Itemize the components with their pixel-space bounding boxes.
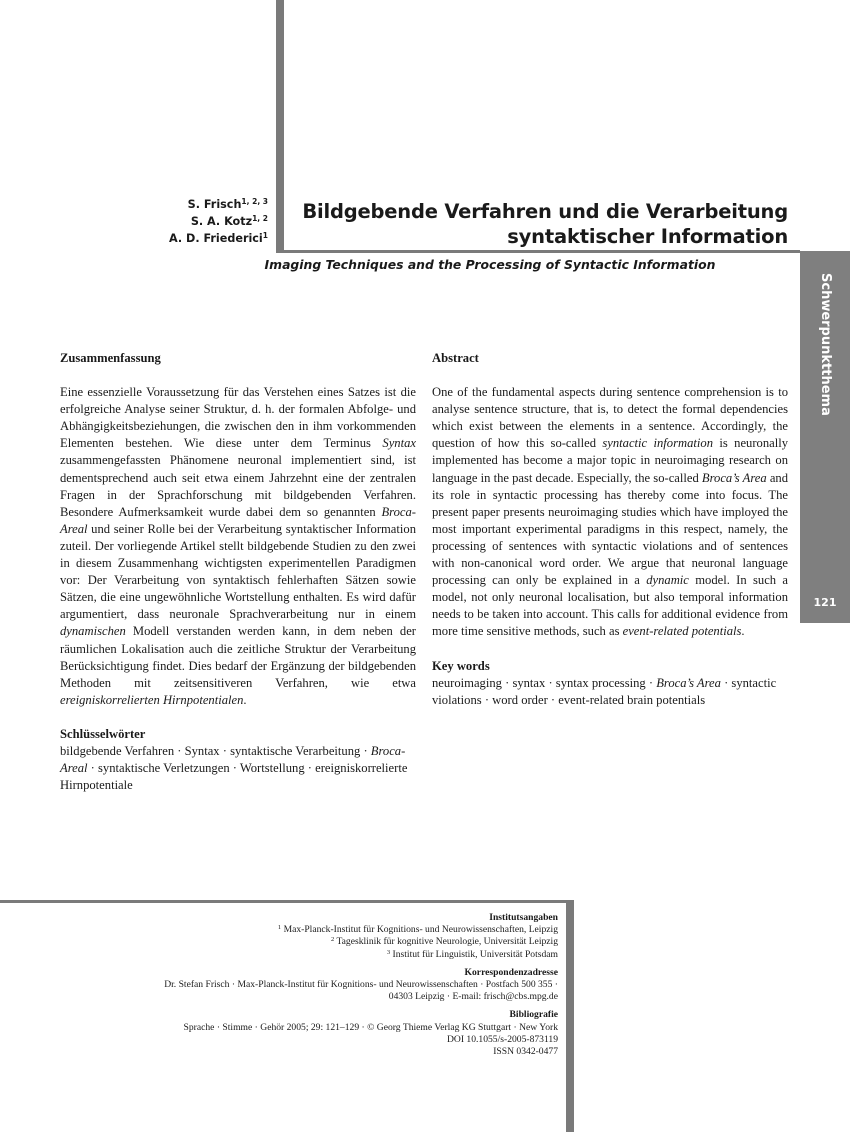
german-abstract-column [60,350,416,794]
doi-line: DOI 10.1055/s-2005-873119 [446,1033,558,1045]
section-label: Schwerpunktthema [818,273,833,416]
author: S. Frisch$^{1, 2, 3}$ [187,197,268,211]
key-words-heading: Key words [432,658,490,673]
footer-vertical-rule [566,900,574,1132]
institution-line: $^1$ Max-Planck-Institut für Kognitions- und Neurowissenschaften, Leipzig [277,924,558,936]
schluesselwoerter-text: bildgebende Verfahren · Syntax · syntaktische Verarbeitung · Broca-Areal · syntaktische Verletzungen · Wortstellung · ereigniskorrelierte Hirnpotentiale [60,743,408,793]
author: S. A. Kotz$^{1, 2}$ [190,214,268,228]
correspondence-heading: Korrespondenzadresse [464,966,558,978]
section-side-tab [800,251,850,623]
article-title: Bildgebende Verfahren und die Verarbeitung syntaktischer Information [302,200,788,248]
english-title: Imaging Techniques and the Processing of Syntactic Information [264,257,716,272]
zusammenfassung-text: Eine essenzielle Voraussetzung für das Verstehen eines Satzes ist die erfolgreiche Analyse seiner Struktur, d. h. der formalen Abfolge- und Abhängigkeitsbeziehungen, die zwischen den in ihm vorkommenden Elementen bestehen. Wie diese unter dem Terminus Syntax zusammengefassten Phänomene neuronal implementiert sind, ist dementsprechend auch seit etwa einem Jahrzehnt eine der zentralen Fragen in der Sprachforschung mit bildgebenden Verfahren. Besondere Aufmerksamkeit wurde dabei dem so genannten Broca-Areal und seiner Rolle bei der Verarbeitung syntaktischer Information zuteil. Der vorliegende Artikel stellt bildgebende Studien zu den zwei in diesem Zusammenhang wichtigsten experimentellen Paradigmen vor: Der Verarbeitung von syntaktisch fehlerhaften Sätzen sowie Sätzen, die eine ungewöhnliche Wortstellung enthalten. Es wird dafür argumentiert, dass neuronale Sprachverarbeitung nur in einem dynamischen Modell verstanden werden kann, in dem neben der räumlichen Lokalisation auch die zeitliche Struktur der Verarbeitung Berücksichtigung findet. Dies bedarf der Ergänzung der bildgebenden Methoden mit zeitsensitiveren Verfahren, wie etwa ereigniskorrelierten Hirnpotentialen. [60,385,416,707]
institution-line: $^3$ Institut für Linguistik, Universität Potsdam [386,948,558,960]
correspondence-line: Dr. Stefan Frisch · Max-Planck-Institut für Kognitions- und Neurowissenschaften · Postfach 500 355 · [164,979,558,991]
author: A. D. Friederici$^1$ [169,231,268,245]
issn-line: ISSN 0342-0477 [493,1046,558,1058]
top-vertical-rule [276,0,284,251]
institution-line: $^2$ Tagesklinik für kognitive Neurologie, Universität Leipzig [330,936,558,948]
title-underline-rule [276,250,800,253]
bibliography-heading: Bibliografie [509,1009,558,1021]
english-abstract-column [432,350,788,709]
footer-horizontal-rule [0,900,574,903]
abstract-text: One of the fundamental aspects during sentence comprehension is to analyse sentence structure, that is, to detect the formal dependencies which exist between the elements in a sentence. Accordingly, the question of how this so-called syntactic information is neuronally implemented has become a major topic in neuroimaging research on language in the past decade. Especially, the so-called Broca’s Area and its role in syntactic processing has thereby come into focus. The present paper presents neuroimaging studies which have imployed the most important experimental paradigms in this respect, namely, the processing of sentences with syntactic violations and of sentences with non-canonical word order. We argue that neuronal language processing can only be explained in a dynamic model. In such a model, not only neuronal localisation, but also temporal information needs to be taken into account. This calls for additional evidence from more time sensitive methods, such as event-related potentials. [432,385,789,639]
correspondence-line: 04303 Leipzig · E-mail: frisch@cbs.mpg.de [388,991,558,1003]
key-words-text: neuroimaging · syntax · syntax processing · Broca’s Area · syntactic violations · word order · event-related brain potentials [432,675,777,707]
schluesselwoerter-heading: Schlüsselwörter [60,726,146,741]
bibliography-line: Sprache · Stimme · Gehör 2005; 29: 121–129 · © Georg Thieme Verlag KG Stuttgart · New York [183,1021,558,1033]
article-info-block [60,912,558,1058]
zusammenfassung-heading: Zusammenfassung [60,351,161,365]
page-number: 121 [813,596,837,609]
abstract-heading: Abstract [432,351,479,365]
author-list [120,196,268,247]
institutions-heading: Institutsangaben [489,912,558,923]
